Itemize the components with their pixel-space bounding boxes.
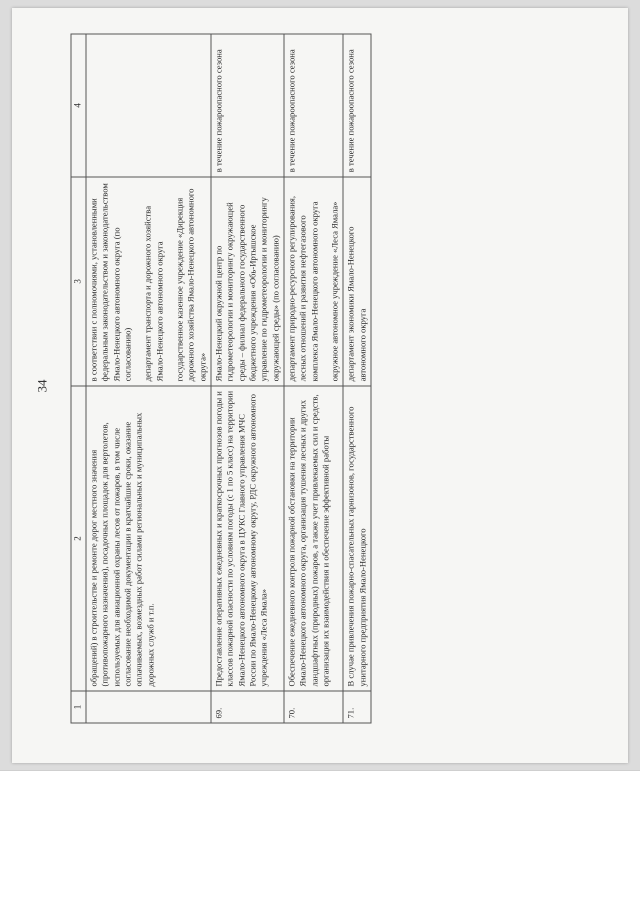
executor-text: в соответствии с полномочиями, установленными федеральным законодательством и законодательством Ямало-Ненецкого автономного округа (по согласованию) <box>87 182 132 381</box>
row-number: 69. <box>210 691 283 723</box>
executor-text: департамент экономики Ямало-Ненецкого автономного округа <box>345 226 367 381</box>
column-header-4: 4 <box>71 34 86 177</box>
page-number: 34 <box>34 379 49 392</box>
executors-cell <box>284 176 343 385</box>
executor-text: Ямало-Ненецкий окружной центр по гидрометеорологии и мониторингу окружающей среды – филиал федерального государственного бюджетного учреждения «Обь-Иртышское управление по гидрометеорологии и мониторингу окружающей среды» (по согласованию) <box>212 196 280 381</box>
column-header-3: 3 <box>71 176 86 385</box>
row-number <box>85 691 210 723</box>
scan-edge-divider <box>0 770 640 771</box>
rotated-page-content <box>12 8 628 763</box>
row-number: 70. <box>284 691 343 723</box>
document-page <box>12 8 628 763</box>
measures-table <box>70 33 371 723</box>
table-row <box>284 34 343 723</box>
executors-cell <box>210 176 283 385</box>
row-number: 71. <box>343 691 371 723</box>
executors-cell <box>85 176 210 385</box>
measure-text: обращений) в строительстве и ремонте дорог местного значения (противопожарного назначения), посадочных площадок для вертолетов, используемых для авиационной охраны лесов от пожаров, в том числе согласование необходимой документации в кратчайшие сроки, оказание оплачиваемых, возмездных работ силами региональных и муниципальных дорожных служб и т.п. <box>85 385 210 690</box>
column-header-2: 2 <box>71 385 86 690</box>
executor-text: государственное казенное учреждение «Дирекция дорожного хозяйства Ямало-Ненецкого автономного округа» <box>173 188 207 381</box>
term-text: в течение пожароопасного сезона <box>343 34 371 177</box>
table-row <box>85 34 210 723</box>
measure-text: Обеспечение ежедневного контроля пожарной обстановки на территории Ямало-Ненецкого автономного округа, организация тушения лесных и других ландшафтных (природных) пожаров, а также учет привлекаемых сил и средств, организация их взаимодействия и обеспечение эффективной работы <box>284 385 343 690</box>
table-row <box>210 34 283 723</box>
term-text <box>85 34 210 177</box>
column-header-1: 1 <box>71 691 86 723</box>
table-row <box>343 34 371 723</box>
measure-text: В случае привлечения пожарно-спасательных гарнизонов, государственного унитарного предприятия Ямало-Ненецкого <box>343 385 371 690</box>
term-text: в течение пожароопасного сезона <box>284 34 343 177</box>
executor-text: департамент транспорта и дорожного хозяйства Ямало-Ненецкого автономного округа <box>142 205 164 381</box>
executor-text: окружное автономное учреждение «Леса Ямала» <box>329 201 340 381</box>
measure-text: Предоставление оперативных ежедневных и краткосрочных прогнозов погоды и классов пожарной опасности по условиям погоды (с 1 по 5 класс) на территории Ямало-Ненецкого автономного округа в ЦУКС Главного управления МЧС России по Ямало-Ненецкому автономному округу, РДС окружного автономного учреждения «Леса Ямала» <box>210 385 283 690</box>
executors-cell <box>343 176 371 385</box>
term-text: в течение пожароопасного сезона <box>210 34 283 177</box>
table-header-row <box>71 34 86 723</box>
executor-text: департамент природно-ресурсного регулирования, лесных отношений и развития нефтегазового комплекса Ямало-Ненецкого автономного округа <box>286 195 319 381</box>
